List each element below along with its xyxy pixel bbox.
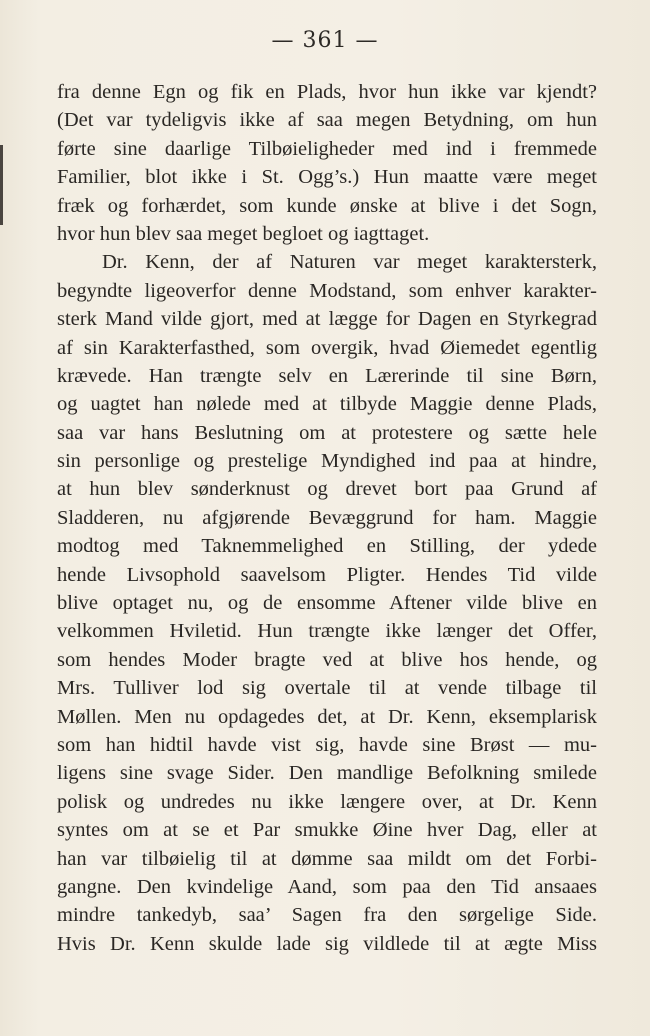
text-line: fræk og forhærdet, som kunde ønske at blive i det Sogn, (57, 194, 597, 217)
text-line: modtog med Taknemmelighed en Stilling, der ydede (57, 535, 597, 558)
text-line: at hun blev sønderknust og drevet bort paa Grund af (57, 478, 597, 501)
body-text (57, 78, 597, 958)
text-line: blive optaget nu, og de ensomme Aftener vilde blive en (57, 592, 597, 615)
page-number: — 361 — (271, 28, 379, 53)
text-line: syntes om at se et Par smukke Øine hver Dag, eller at (57, 819, 597, 842)
text-line: hende Livsophold saavelsom Pligter. Hendes Tid vilde (57, 563, 597, 586)
text-line: sin personlige og prestelige Myndighed ind paa at hindre, (57, 450, 597, 473)
text-line: han var tilbøielig til at dømme saa mildt om det Forbi- (57, 847, 597, 870)
text-line: polisk og undredes nu ikke længere over, at Dr. Kenn (57, 790, 597, 813)
text-line: fra denne Egn og fik en Plads, hvor hun ikke var kjendt? (57, 81, 597, 103)
text-line: (Det var tydeligvis ikke af saa megen Betydning, om hun (57, 109, 597, 132)
text-line: Dr. Kenn, der af Naturen var meget karaktersterk, (102, 251, 597, 274)
text-line: sterk Mand vilde gjort, med at lægge for Dagen en Styrkegrad (57, 308, 597, 331)
text-line: af sin Karakterfasthed, som overgik, hvad Øiemedet egentlig (57, 336, 597, 359)
page-edge-mark (0, 145, 3, 225)
text-line: hvor hun blev saa meget begloet og iagttaget. (57, 222, 430, 245)
text-line: begyndte ligeoverfor denne Modstand, som enhver karakter- (57, 279, 597, 302)
text-line: gangne. Den kvindelige Aand, som paa den Tid ansaaes (57, 875, 597, 898)
text-line: mindre tankedyb, saa’ Sagen fra den sørgelige Side. (57, 904, 597, 927)
text-line: Møllen. Men nu opdagedes det, at Dr. Kenn, eksemplarisk (57, 705, 597, 728)
text-line: krævede. Han trængte selv en Lærerinde til sine Børn, (57, 364, 597, 387)
text-line: saa var hans Beslutning om at protestere og sætte hele (57, 421, 597, 444)
text-line: velkommen Hviletid. Hun trængte ikke længer det Offer, (57, 620, 597, 643)
text-line: ligens sine svage Sider. Den mandlige Befolkning smilede (57, 762, 597, 785)
text-line: og uagtet han nølede med at tilbyde Maggie denne Plads, (57, 393, 597, 416)
text-line: som han hidtil havde vist sig, havde sine Brøst — mu- (57, 733, 597, 756)
text-line: som hendes Moder bragte ved at blive hos hende, og (57, 648, 597, 671)
text-line: Sladderen, nu afgjørende Bevæggrund for ham. Maggie (57, 506, 597, 529)
text-line: Hvis Dr. Kenn skulde lade sig vildlede til at ægte Miss (57, 932, 597, 955)
text-line: Mrs. Tulliver lod sig overtale til at vende tilbage til (57, 677, 597, 700)
text-line: Familier, blot ikke i St. Ogg’s.) Hun maatte være meget (57, 166, 597, 189)
text-line: førte sine daarlige Tilbøieligheder med ind i fremmede (57, 137, 597, 160)
